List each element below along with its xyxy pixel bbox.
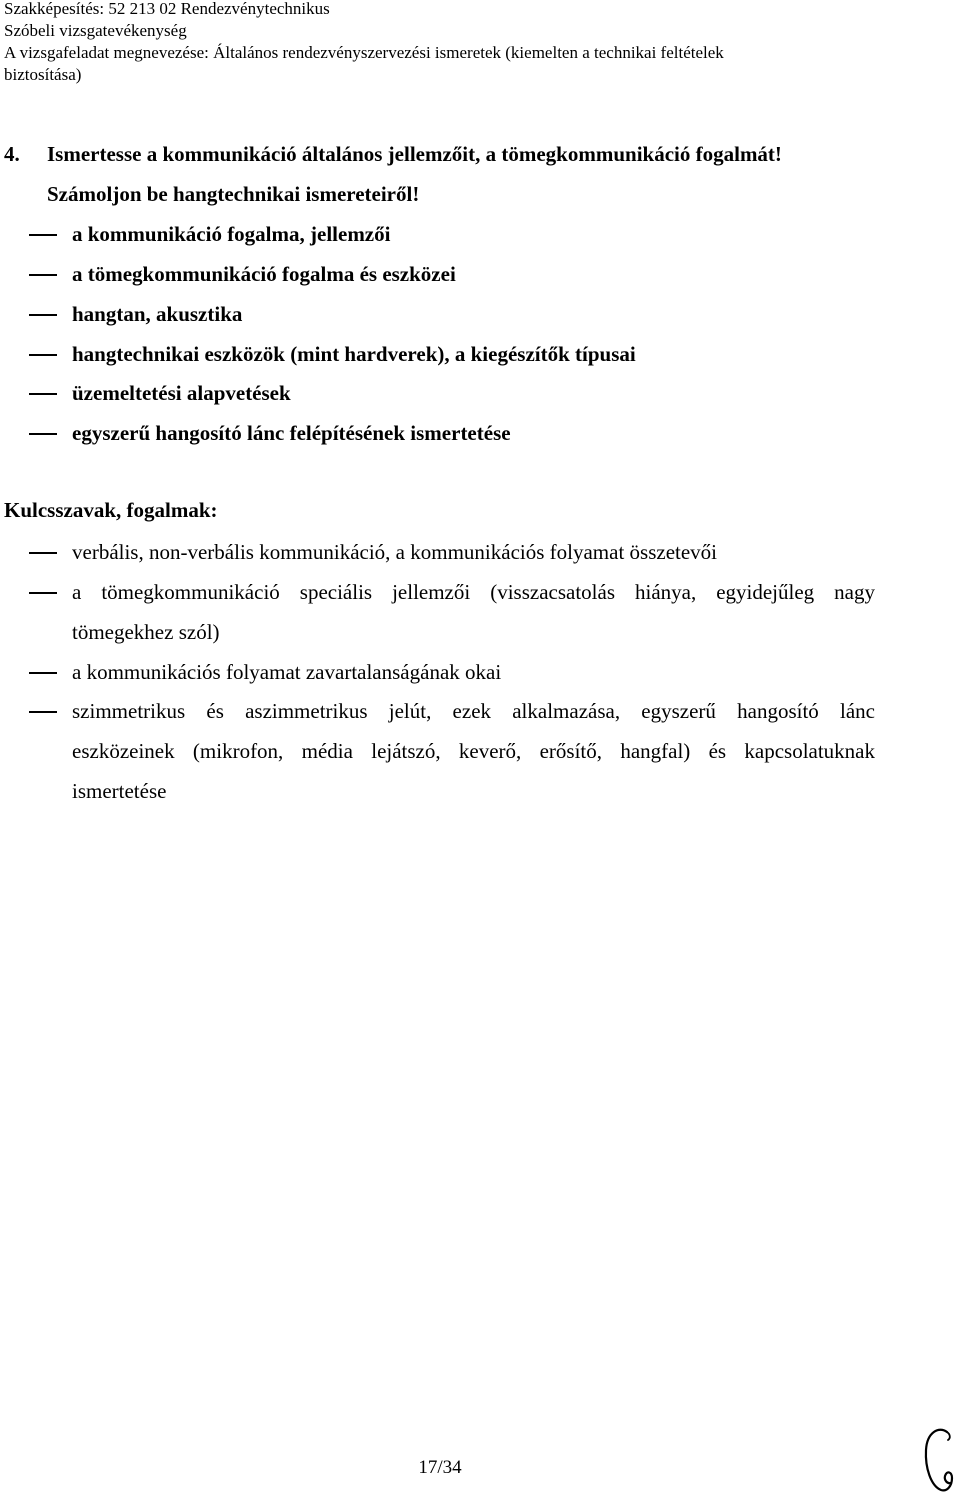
list-item-text: üzemeltetési alapvetések [72, 381, 291, 405]
dash-bullet-icon [29, 274, 57, 276]
dash-bullet-icon [29, 433, 57, 435]
header-exam-type: Szóbeli vizsgatevékenység [4, 21, 187, 40]
keyword-text: verbális, non-verbális kommunikáció, a kommunikációs folyamat összetevői [72, 540, 718, 564]
question-number: 4. [4, 142, 20, 166]
dash-bullet-icon [29, 314, 57, 316]
question-title-line1: Ismertesse a kommunikáció általános jellemzőit, a tömegkommunikáció fogalmát! [47, 142, 782, 166]
list-item-text: egyszerű hangosító lánc felépítésének ismertetése [72, 421, 511, 445]
dash-bullet-icon [29, 711, 57, 713]
page-number: 17/34 [418, 1457, 462, 1478]
keyword-text: a kommunikációs folyamat zavartalanságának okai [72, 660, 502, 684]
list-item-text: a tömegkommunikáció fogalma és eszközei [72, 262, 456, 286]
dash-bullet-icon [29, 672, 57, 674]
keyword-text-line: szimmetrikus és aszimmetrikus jelút, ezek alkalmazása, egyszerű hangosító lánc [72, 699, 875, 723]
dash-bullet-icon [29, 393, 57, 395]
signature-icon [917, 1420, 960, 1500]
dash-bullet-icon [29, 354, 57, 356]
list-item-text: hangtan, akusztika [72, 302, 243, 326]
header-task-name-continued: biztosítása) [4, 65, 82, 84]
keyword-text-line: eszközeinek (mikrofon, média lejátszó, keverő, erősítő, hangfal) és kapcsolatuknak [72, 739, 875, 763]
keyword-text-line: ismertetése [72, 779, 167, 803]
list-item-text: hangtechnikai eszközök (mint hardverek), a kiegészítők típusai [72, 342, 636, 366]
dash-bullet-icon [29, 234, 57, 236]
dash-bullet-icon [29, 552, 57, 554]
header-qualification: Szakképesítés: 52 213 02 Rendezvénytechnikus [4, 0, 330, 18]
keywords-heading: Kulcsszavak, fogalmak: [4, 498, 218, 522]
list-item-text: a kommunikáció fogalma, jellemzői [72, 222, 391, 246]
header-task-name: A vizsgafeladat megnevezése: Általános rendezvényszervezési ismeretek (kiemelten a technikai feltételek [4, 43, 724, 62]
keyword-text-line: a tömegkommunikáció speciális jellemzői (visszacsatolás hiánya, egyidejűleg nagy [72, 580, 875, 604]
keyword-text-line: tömegekhez szól) [72, 620, 220, 644]
question-title-line2: Számoljon be hangtechnikai ismereteiről! [47, 182, 420, 206]
dash-bullet-icon [29, 592, 57, 594]
